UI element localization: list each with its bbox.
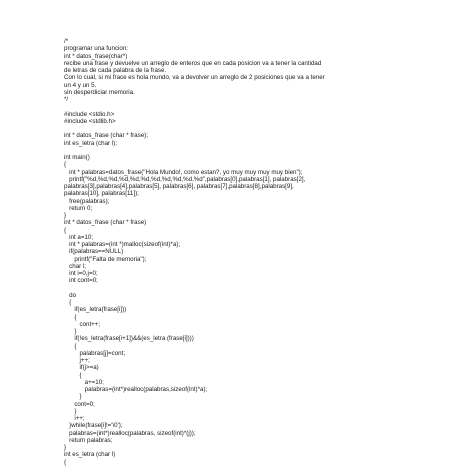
code-line: { [64, 313, 77, 321]
code-line: char l; [64, 262, 87, 270]
code-line: palabras=(int*)realloc(palabras,sizeof(int)*a); [64, 386, 208, 393]
code-line [64, 285, 446, 292]
code-line: int main() [64, 154, 90, 161]
code-line: recibe una frase y devuelve un arreglo de enteros que en cada posicion va a tener la cantidad [64, 59, 322, 67]
code-line: un 4 y un 5. [64, 81, 97, 89]
code-line [64, 125, 446, 132]
code-line: { [64, 458, 67, 466]
code-line: cont=0; [64, 400, 95, 408]
code-line: } [64, 407, 77, 415]
code-line: */ [64, 96, 69, 103]
code-line: } [64, 212, 67, 219]
code-line: Con lo cual, si mi frace es hola mundo, va a devolver un arreglo de 2 posiciones que va a tener [64, 74, 325, 82]
code-line: if(!es_letra(frase[i+1])&&(es_letra (frase[i]))) [64, 335, 194, 343]
code-line: { [64, 371, 82, 379]
code-line: int * datos_frase(char*) [64, 52, 128, 60]
code-line: a+=10; [64, 378, 104, 386]
code-line: sin desperdiciar memoria. [64, 88, 135, 96]
code-line: palabras=(int*)realloc(palabras, sizeof(int)*(j)); [64, 429, 196, 437]
code-line: j++; [64, 357, 90, 364]
code-line: { [64, 342, 77, 350]
code-line: #include <stdlib.h> [64, 117, 116, 125]
code-line [64, 103, 446, 110]
code-line: do [64, 291, 77, 299]
code-line [64, 147, 446, 154]
code-line: free(palabras); [64, 197, 110, 205]
code-line: int es_letra (char l); [64, 139, 117, 147]
code-line: palabras[3],palabras[4],palabras[5], palabras[6], palabras[7],palabras[8],palabras[9], [64, 183, 294, 190]
code-line: int a=10; [64, 233, 94, 241]
code-line: int * palabras=(int *)malloc(sizeof(int)*a); [64, 241, 181, 248]
code-line: if(palabras==NULL) [64, 248, 124, 256]
code-line: } [64, 393, 82, 401]
code-line: cont++; [64, 320, 101, 328]
code-line: { [64, 226, 67, 234]
code-line: int es_letra (char l) [64, 451, 116, 459]
code-line: int * datos_frase (char * frase); [64, 132, 148, 140]
code-line: return palabras; [64, 436, 113, 444]
code-line: if(es_letra(frase[i])) [64, 306, 127, 314]
code-line: return 0; [64, 204, 93, 212]
code-line: printf("Falta de memoria"); [64, 255, 147, 263]
code-line: de letras de cada palabra de la frase. [64, 67, 167, 74]
code-line: } [64, 328, 77, 335]
code-line: int cont=0; [64, 277, 98, 285]
code-line: if(j>=a) [64, 364, 99, 372]
code-line: int * datos_frase (char * frase) [64, 219, 147, 227]
code-line: } [64, 444, 67, 451]
code-line: int * palabras=datos_frase("Hola Mundo!, como estan?, yo muy muy muy muy bien"); [64, 168, 303, 176]
code-line: /* [64, 38, 69, 45]
code-line: programar una funcion: [64, 45, 128, 53]
code-listing [64, 38, 446, 466]
code-line: palabras[10], palabras[11]); [64, 190, 139, 198]
code-line: { [64, 161, 67, 169]
code-line: }while(frase[i]!='\0'); [64, 422, 123, 430]
code-line: palabras[j]=cont; [64, 349, 126, 357]
code-line: #include <stdio.h> [64, 110, 115, 118]
code-line: printf("%d,%d,%d,%d,%d,%d,%d,%d,%d,%d,%d",palabras[0],palabras[1], palabras[2], [64, 175, 306, 183]
code-line: int i=0,j=0; [64, 270, 98, 277]
code-line: i++; [64, 415, 85, 422]
code-line: { [64, 299, 72, 306]
